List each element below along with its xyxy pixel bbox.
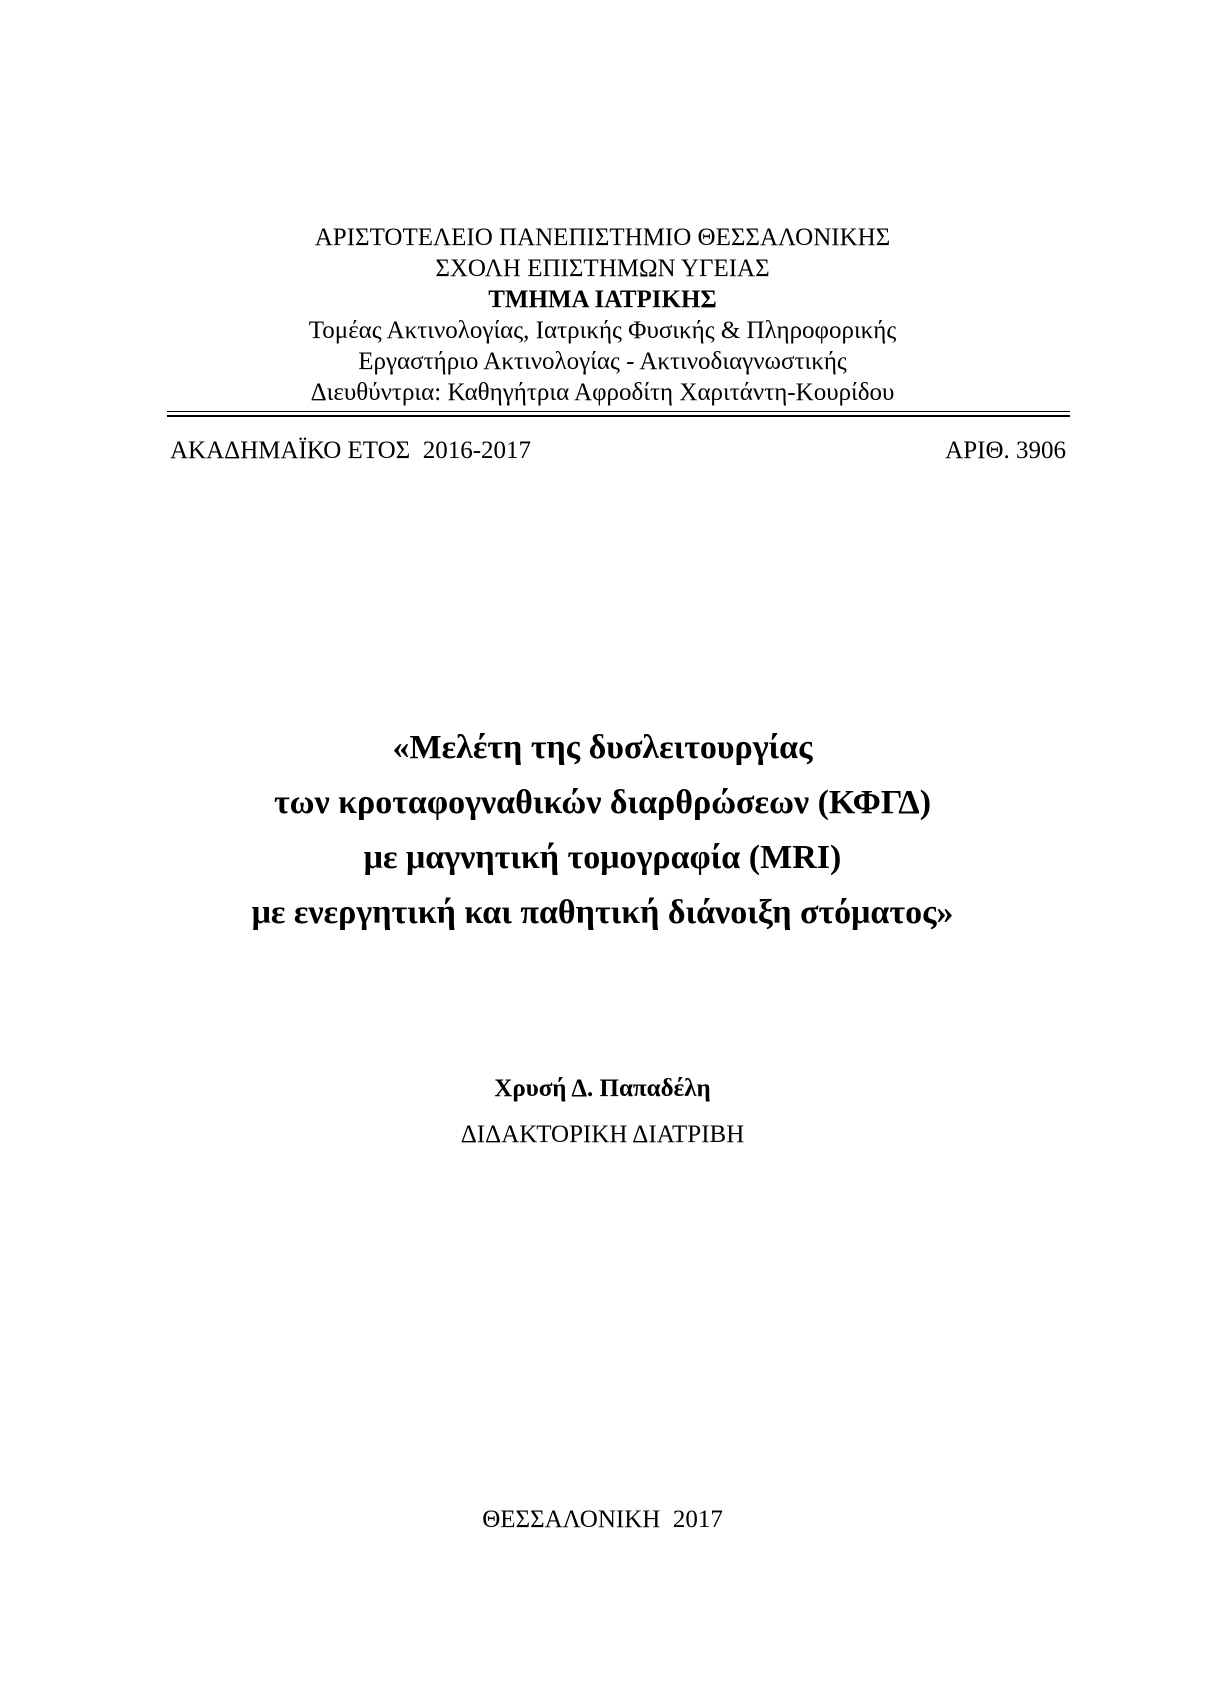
place-and-year: ΘΕΣΣΑΛΟΝΙΚΗ 2017 bbox=[482, 1506, 723, 1533]
laboratory-name: Εργαστήριο Ακτινολογίας - Ακτινοδιαγνωστικής bbox=[358, 348, 847, 375]
director-name: Διευθύντρια: Καθηγήτρια Αφροδίτη Χαριτάντη-Κουρίδου bbox=[310, 379, 895, 406]
school-name: ΣΧΟΛΗ ΕΠΙΣΤΗΜΩΝ ΥΓΕΙΑΣ bbox=[435, 255, 770, 282]
title-line-3: με μαγνητική τομογραφία (MRI) bbox=[363, 839, 842, 876]
author-name: Χρυσή Δ. Παπαδέλη bbox=[494, 1075, 711, 1102]
title-line-1: «Μελέτη της δυσλειτουργίας bbox=[392, 729, 813, 766]
thesis-title bbox=[0, 720, 1205, 940]
institution-header bbox=[0, 222, 1205, 408]
university-name: ΑΡΙΣΤΟΤΕΛΕΙΟ ΠΑΝΕΠΙΣΤΗΜΙΟ ΘΕΣΣΑΛΟΝΙΚΗΣ bbox=[314, 224, 891, 251]
thesis-number: ΑΡΙΘ. 3906 bbox=[945, 437, 1066, 464]
header-divider-thin bbox=[167, 411, 1070, 412]
sector-name: Τομέας Ακτινολογίας, Ιατρικής Φυσικής & Πληροφορικής bbox=[308, 317, 897, 344]
title-line-2: των κροταφογναθικών διαρθρώσεων (ΚΦΓΔ) bbox=[273, 784, 932, 821]
academic-year: ΑΚΑΔΗΜΑΪΚΟ ΕΤΟΣ 2016-2017 bbox=[170, 437, 532, 464]
header-divider-thick bbox=[167, 415, 1070, 417]
author-block bbox=[0, 1066, 1205, 1158]
document-type: ΔΙΔΑΚΤΟΡΙΚΗ ΔΙΑΤΡΙΒΗ bbox=[460, 1121, 745, 1148]
title-line-4: με ενεργητική και παθητική διάνοιξη στόματος» bbox=[251, 894, 954, 931]
department-name: ΤΜΗΜΑ ΙΑΤΡΙΚΗΣ bbox=[488, 286, 717, 313]
